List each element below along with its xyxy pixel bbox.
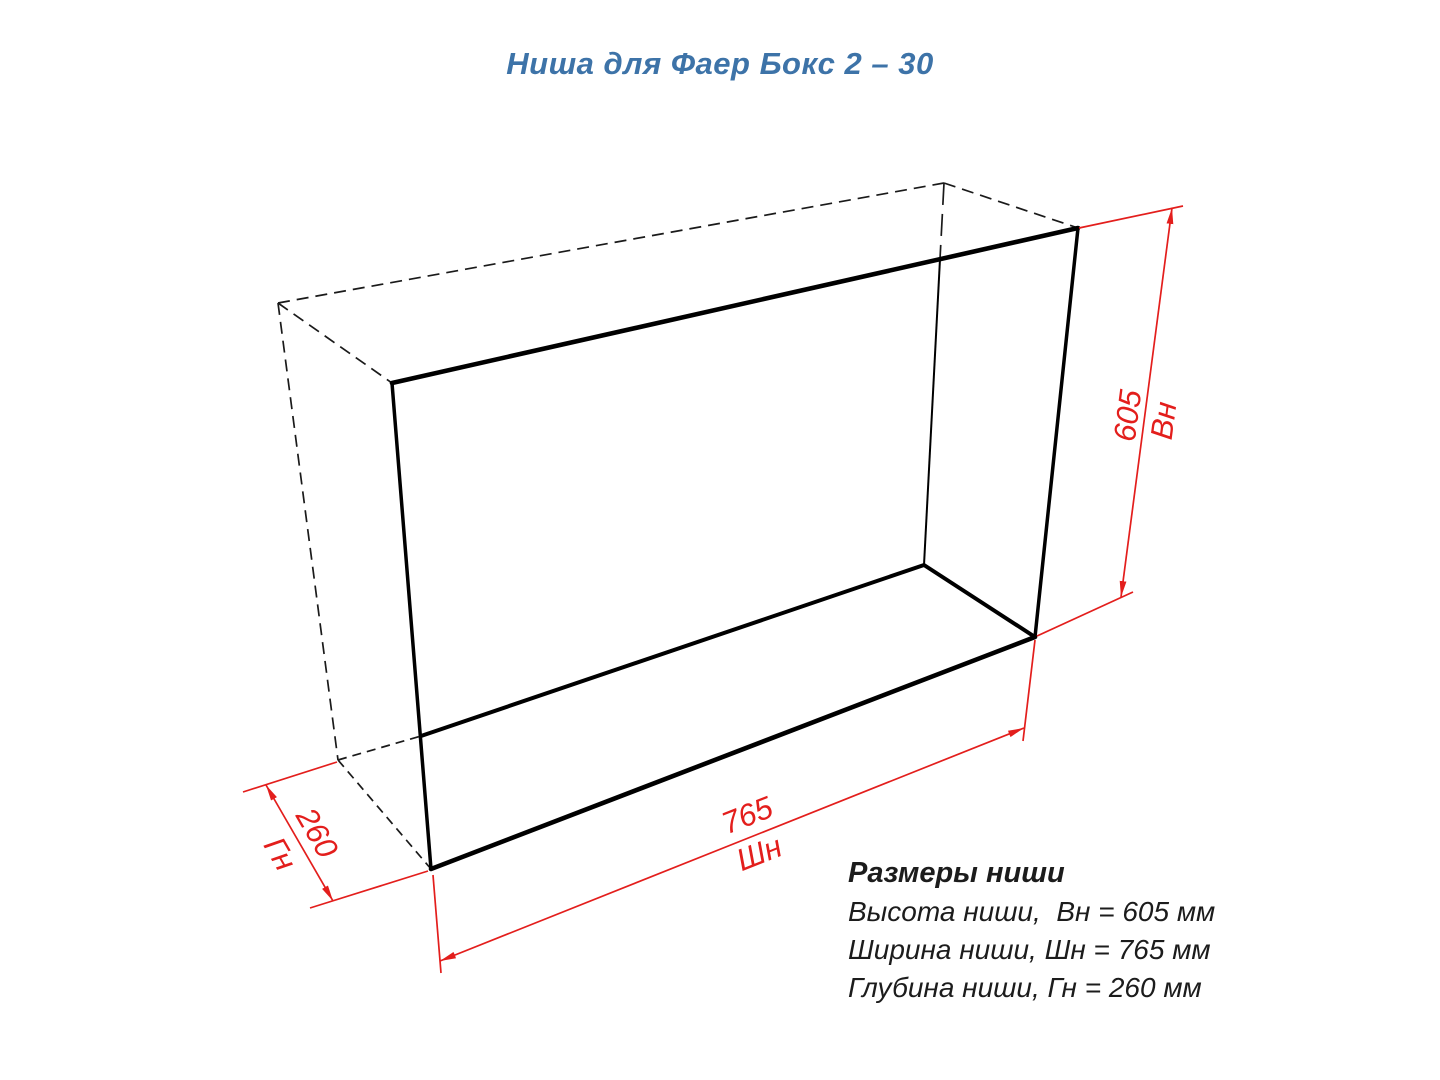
edge-top-left-depth-dashed: [278, 303, 392, 383]
legend: [848, 853, 1215, 1007]
edge-back-right-vertical: [924, 259, 940, 565]
edge-opening-left: [392, 383, 431, 869]
edge-bottom-left-depth-dashed: [338, 760, 431, 869]
edge-back-right-vertical-hidden-dashed: [940, 183, 944, 259]
edge-opening-right: [1035, 228, 1078, 637]
page-title: Ниша для Фаер Бокс 2 – 30: [506, 46, 934, 81]
edge-top-back-dashed: [278, 183, 944, 303]
hidden-edges: [278, 183, 1078, 869]
legend-row-depth: Глубина ниши, Гн = 260 мм: [848, 972, 1202, 1003]
edge-top-right-depth-dashed: [944, 183, 1078, 228]
visible-edges: [392, 228, 1078, 869]
edge-bottom-back-hidden-dashed: [338, 736, 421, 760]
height-extension-line-bottom: [1037, 592, 1133, 636]
depth-dimension-symbol: Гн: [256, 830, 304, 877]
height-dimension-symbol: Вн: [1143, 399, 1184, 442]
width-dimension-value: 765: [716, 789, 778, 841]
edge-opening-top: [392, 228, 1078, 383]
height-dimension-value: 605: [1106, 387, 1149, 444]
width-dimension-symbol: Шн: [731, 828, 787, 878]
edge-inner-bottom: [421, 565, 1035, 736]
depth-extension-line-top: [243, 762, 337, 792]
width-extension-line-left: [433, 875, 441, 973]
depth-extension-line-bottom: [310, 871, 428, 908]
legend-row-height: Высота ниши, Вн = 605 мм: [848, 896, 1216, 927]
depth-dimension-value: 260: [289, 801, 346, 864]
width-extension-line-right: [1023, 640, 1035, 741]
edge-back-left-vertical-dashed: [278, 303, 338, 760]
legend-heading: Размеры ниши: [848, 857, 1065, 889]
height-extension-line-top: [1079, 206, 1183, 228]
dimension-depth: [243, 762, 428, 908]
legend-row-width: Ширина ниши, Шн = 765 мм: [848, 934, 1211, 965]
